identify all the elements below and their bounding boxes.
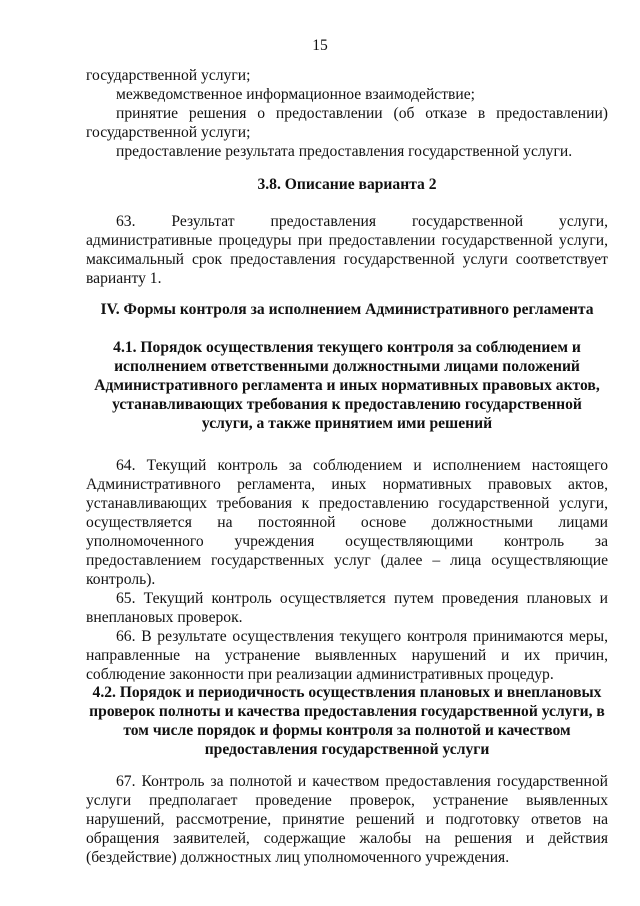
paragraph-63: 63. Результат предоставления государственной услуги, административные процедуры при предоставлении государственной услуги, максимальный срок предоставления государственной услуги соответствует варианту 1. [86,213,608,287]
list-item: принятие решения о предоставлении (об отказе в предоставлении) государственной услуги; [86,105,608,141]
page-number: 15 [312,37,328,54]
section-heading-4-1: 4.1. Порядок осуществления текущего контроля за соблюдением и исполнением ответственными должностными лицами положений Административного регламента и иных нормативных правовых актов, устанавливающих требования к предоставлению государственной услуги, а также принятием ими решений [94,339,600,432]
paragraph-66: 66. В результате осуществления текущего контроля принимаются меры, направленные на устранение выявленных нарушений и их причин, соблюдение законности при реализации административных процедур. [86,628,608,683]
section-3-8-body [86,212,608,288]
section-heading-4-2: 4.2. Порядок и периодичность осуществления плановых и внеплановых проверок полноты и качества предоставления государственной услуги, в том числе порядок и формы контроля за полнотой и качеством предоставления государственной услуги [89,684,605,758]
section-heading-4: IV. Формы контроля за исполнением Административного регламента [100,301,594,318]
procedure-list [86,66,608,161]
list-item: государственной услуги; [86,67,251,84]
list-item: межведомственное информационное взаимодействие; [116,86,475,103]
paragraph-65: 65. Текущий контроль осуществляется путем проведения плановых и внеплановых проверок. [86,590,608,626]
section-4-2-body [86,772,608,867]
section-heading-3-8: 3.8. Описание варианта 2 [257,176,437,193]
section-4-1-body [86,456,608,684]
paragraph-67: 67. Контроль за полнотой и качеством предоставления государственной услуги предполагает проведение проверок, устранение выявленных нарушений, рассмотрение, принятие решений и подготовку ответов на обращения заявителей, содержащие жалобы на решения и действия (бездействие) должностных лиц уполномоченного учреждения. [86,773,608,866]
paragraph-64: 64. Текущий контроль за соблюдением и исполнением настоящего Административного регламента, иных нормативных правовых актов, устанавливающих требования к предоставлению государственной услуги, осуществляется на постоянной основе должностными лицами уполномоченного учреждения осуществляющими контроль за предоставлением государственных услуг (далее – лица осуществляющие контроль). [86,457,608,588]
list-item: предоставление результата предоставления государственной услуги. [116,143,573,160]
